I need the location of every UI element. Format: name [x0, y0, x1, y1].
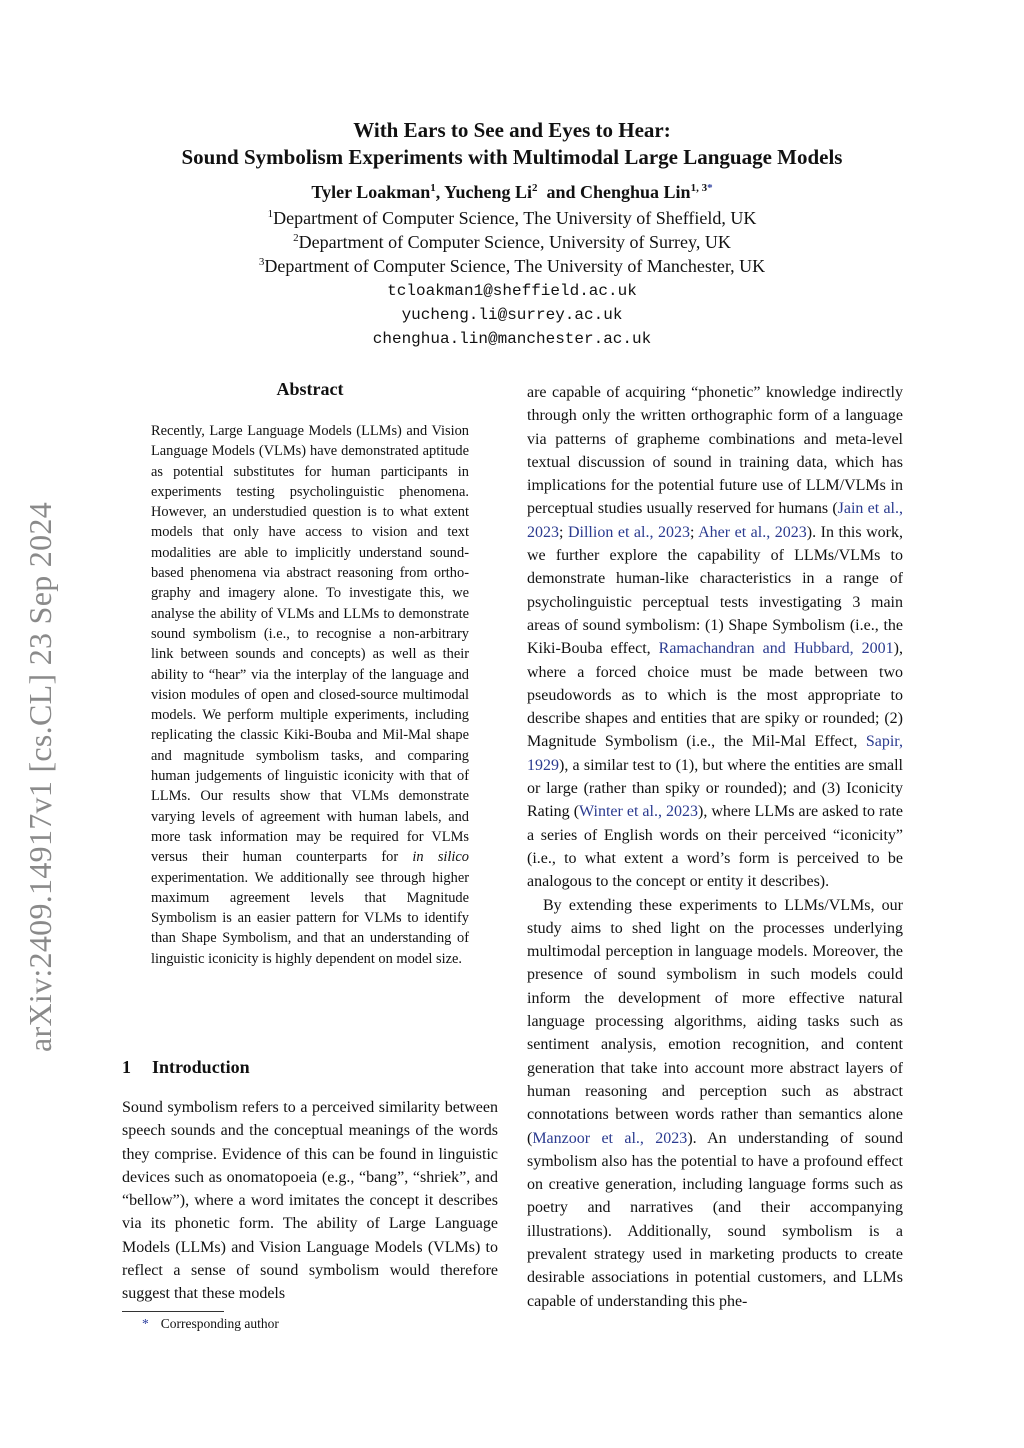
emphasis-text: in silico	[412, 849, 469, 866]
abstract-heading: Abstract	[276, 379, 344, 399]
paper-title	[100, 117, 924, 171]
abstract-body: Recently, Large Language Models (LLMs) and Vision Language Models (VLMs) have demonstrated aptitude as potential substitutes for human participants in experiments testing psycholinguistic phenomena. However, an understudied question is to what extent models that only have access to vision and text modalities are able to implicitly understand sound-based phenomena via abstract reasoning from orthography and imagery alone. To investigate this, we analyse the ability of VLMs and LLMs to demonstrate sound symbolism (i.e., to recognise a non-arbitrary link between sounds and concepts) as well as their ability to “hear” via the interplay of the language and vision modules of open and closed-source multimodal models. We perform multiple experiments, including replicating the classic Kiki-Bouba and Mil-Mal shape and magnitude symbolism tasks, and comparing human judgements of linguistic iconicity with that of LLMs. Our results show that VLMs demonstrate varying levels of agreement with human labels, and more task information may be required for VLMs versus their human counterparts for in silico experimentation. We additionally see through higher maximum agreement levels that Magnitude Symbolism is an easier pattern for VLMs to identify than Shape Symbolism, and that an understanding of linguistic iconicity is highly dependent on model size.	[151, 423, 469, 967]
author-affiliation-mark: 1	[430, 182, 436, 194]
affiliation-number: 3	[258, 256, 265, 268]
author-affiliation-mark: 1, 3	[690, 182, 708, 194]
affiliation-number: 1	[267, 208, 274, 220]
author-name: Chenghua Lin	[580, 182, 691, 202]
affiliation-text: Department of Computer Science, University of Surrey, UK	[298, 232, 731, 252]
title-line-1: With Ears to See and Eyes to Hear:	[353, 118, 671, 142]
author-email: yucheng.li@surrey.ac.uk	[401, 306, 623, 324]
intro-paragraph: Sound symbolism refers to a perceived similarity between speech sounds and the conceptual meanings of the words they comprise. Evidence of this can be found in linguistic devices such as onomatopoeia (e.g., “bang”, “shriek”, and “bellow”), where a word imitates the concept it describes via its phonetic form. The ability of Large Language Models (LLMs) and Vision Language Models (VLMs) to reflect a sense of sound symbolism would therefore suggest that these models	[122, 1099, 498, 1303]
title-line-2: Sound Symbolism Experiments with Multimodal Large Language Models	[181, 145, 843, 169]
section-heading	[122, 1057, 250, 1078]
citation-link[interactable]: Manzoor et al., 2023	[532, 1129, 688, 1147]
section-title: Introduction	[152, 1057, 250, 1077]
citation-link[interactable]: Sapir, 1929	[527, 733, 903, 774]
affiliation	[100, 232, 924, 253]
citation-link[interactable]: Ramachandran and Hubbard, 2001	[658, 640, 894, 658]
footnote-text: Corresponding author	[160, 1316, 279, 1331]
author-name: Yucheng Li	[444, 182, 532, 202]
affiliation	[100, 256, 924, 277]
author-affiliation-mark: 2	[531, 182, 538, 194]
affiliation-text: Department of Computer Science, The University of Sheffield, UK	[273, 208, 757, 228]
citation-link[interactable]: Dillion et al., 2023	[567, 523, 690, 541]
author-name: Tyler Loakman	[311, 182, 431, 202]
footnote	[142, 1316, 279, 1332]
footnote-mark: *	[142, 1316, 149, 1331]
corresponding-author-mark[interactable]: *	[707, 182, 713, 194]
body-paragraph: are capable of acquiring “phonetic” knowledge indirectly through only the written orthographic form of a language via patterns of grapheme combinations and meta-level textual discussion of sound in training data, which has implications for the potential future use of LLM/VLMs in perceptual studies usually reserved for humans (Jain et al., 2023; Dillion et al., 2023; Aher et al., 2023). In this work, we further explore the capability of LLMs/VLMs to demonstrate human-like characteristics in a range of psycholinguistic perceptual tests investigating 3 main areas of sound symbolism: (1) Shape Symbolism (i.e., the Kiki-Bouba effect, Ramachandran and Hubbard, 2001), where a forced choice must be made between two pseudowords as to which is the most appropriate to describe shapes and entities that are spiky or rounded; (2) Magnitude Symbolism (i.e., the Mil-Mal Effect, Sapir, 1929), a similar test to (1), but where the entities are small or large (rather than spiky or rounded); and (3) Iconicity Rating (Winter et al., 2023), where LLMs are asked to rate a series of English words on their perceived “iconicity” (i.e., to what extent a word’s form is perceived to be analogous to the concept or entity it describes).	[527, 384, 904, 891]
author-email: tcloakman1@sheffield.ac.uk	[387, 282, 637, 300]
arxiv-identifier: arXiv:2409.14917v1 [cs.CL] 23 Sep 2024	[22, 501, 58, 1052]
citation-link[interactable]: Aher et al., 2023	[698, 523, 807, 541]
citation-link[interactable]: Jain et al., 2023	[527, 500, 903, 541]
affiliation-text: Department of Computer Science, The University of Manchester, UK	[264, 256, 766, 276]
section-number: 1	[122, 1057, 131, 1077]
author-email: chenghua.lin@manchester.ac.uk	[372, 330, 652, 348]
author-list: Tyler Loakman$^1$, Yucheng Li$^2$ and Chenghua Lin$^{1, 3*}$	[311, 182, 713, 202]
author-conjunction: and	[546, 182, 576, 202]
body-paragraph: By extending these experiments to LLMs/VLMs, our study aims to shed light on the processes underlying multimodal perception in language models. Moreover, the presence of sound symbolism in such models could inform the development of more effective natural language processing algorithms, aiding tasks such as sentiment analysis, emotion recognition, and content generation that take into account more abstract layers of human reasoning and perception such as abstract connotations between words rather than semantics alone (Manzoor et al., 2023). An understanding of sound symbolism also has the potential to have a profound effect on creative generation, including language forms such as poetry and narratives (and their accompanying illustrations). Additionally, sound symbolism is a prevalent strategy used in marketing products to create desirable associations in potential customers, and LLMs capable of understanding this phe-	[527, 896, 904, 1310]
affiliation-number: 2	[293, 232, 299, 244]
affiliation	[100, 208, 924, 229]
footnote-rule	[122, 1311, 224, 1312]
citation-link[interactable]: Winter et al., 2023	[579, 803, 699, 821]
right-column	[527, 381, 903, 1313]
